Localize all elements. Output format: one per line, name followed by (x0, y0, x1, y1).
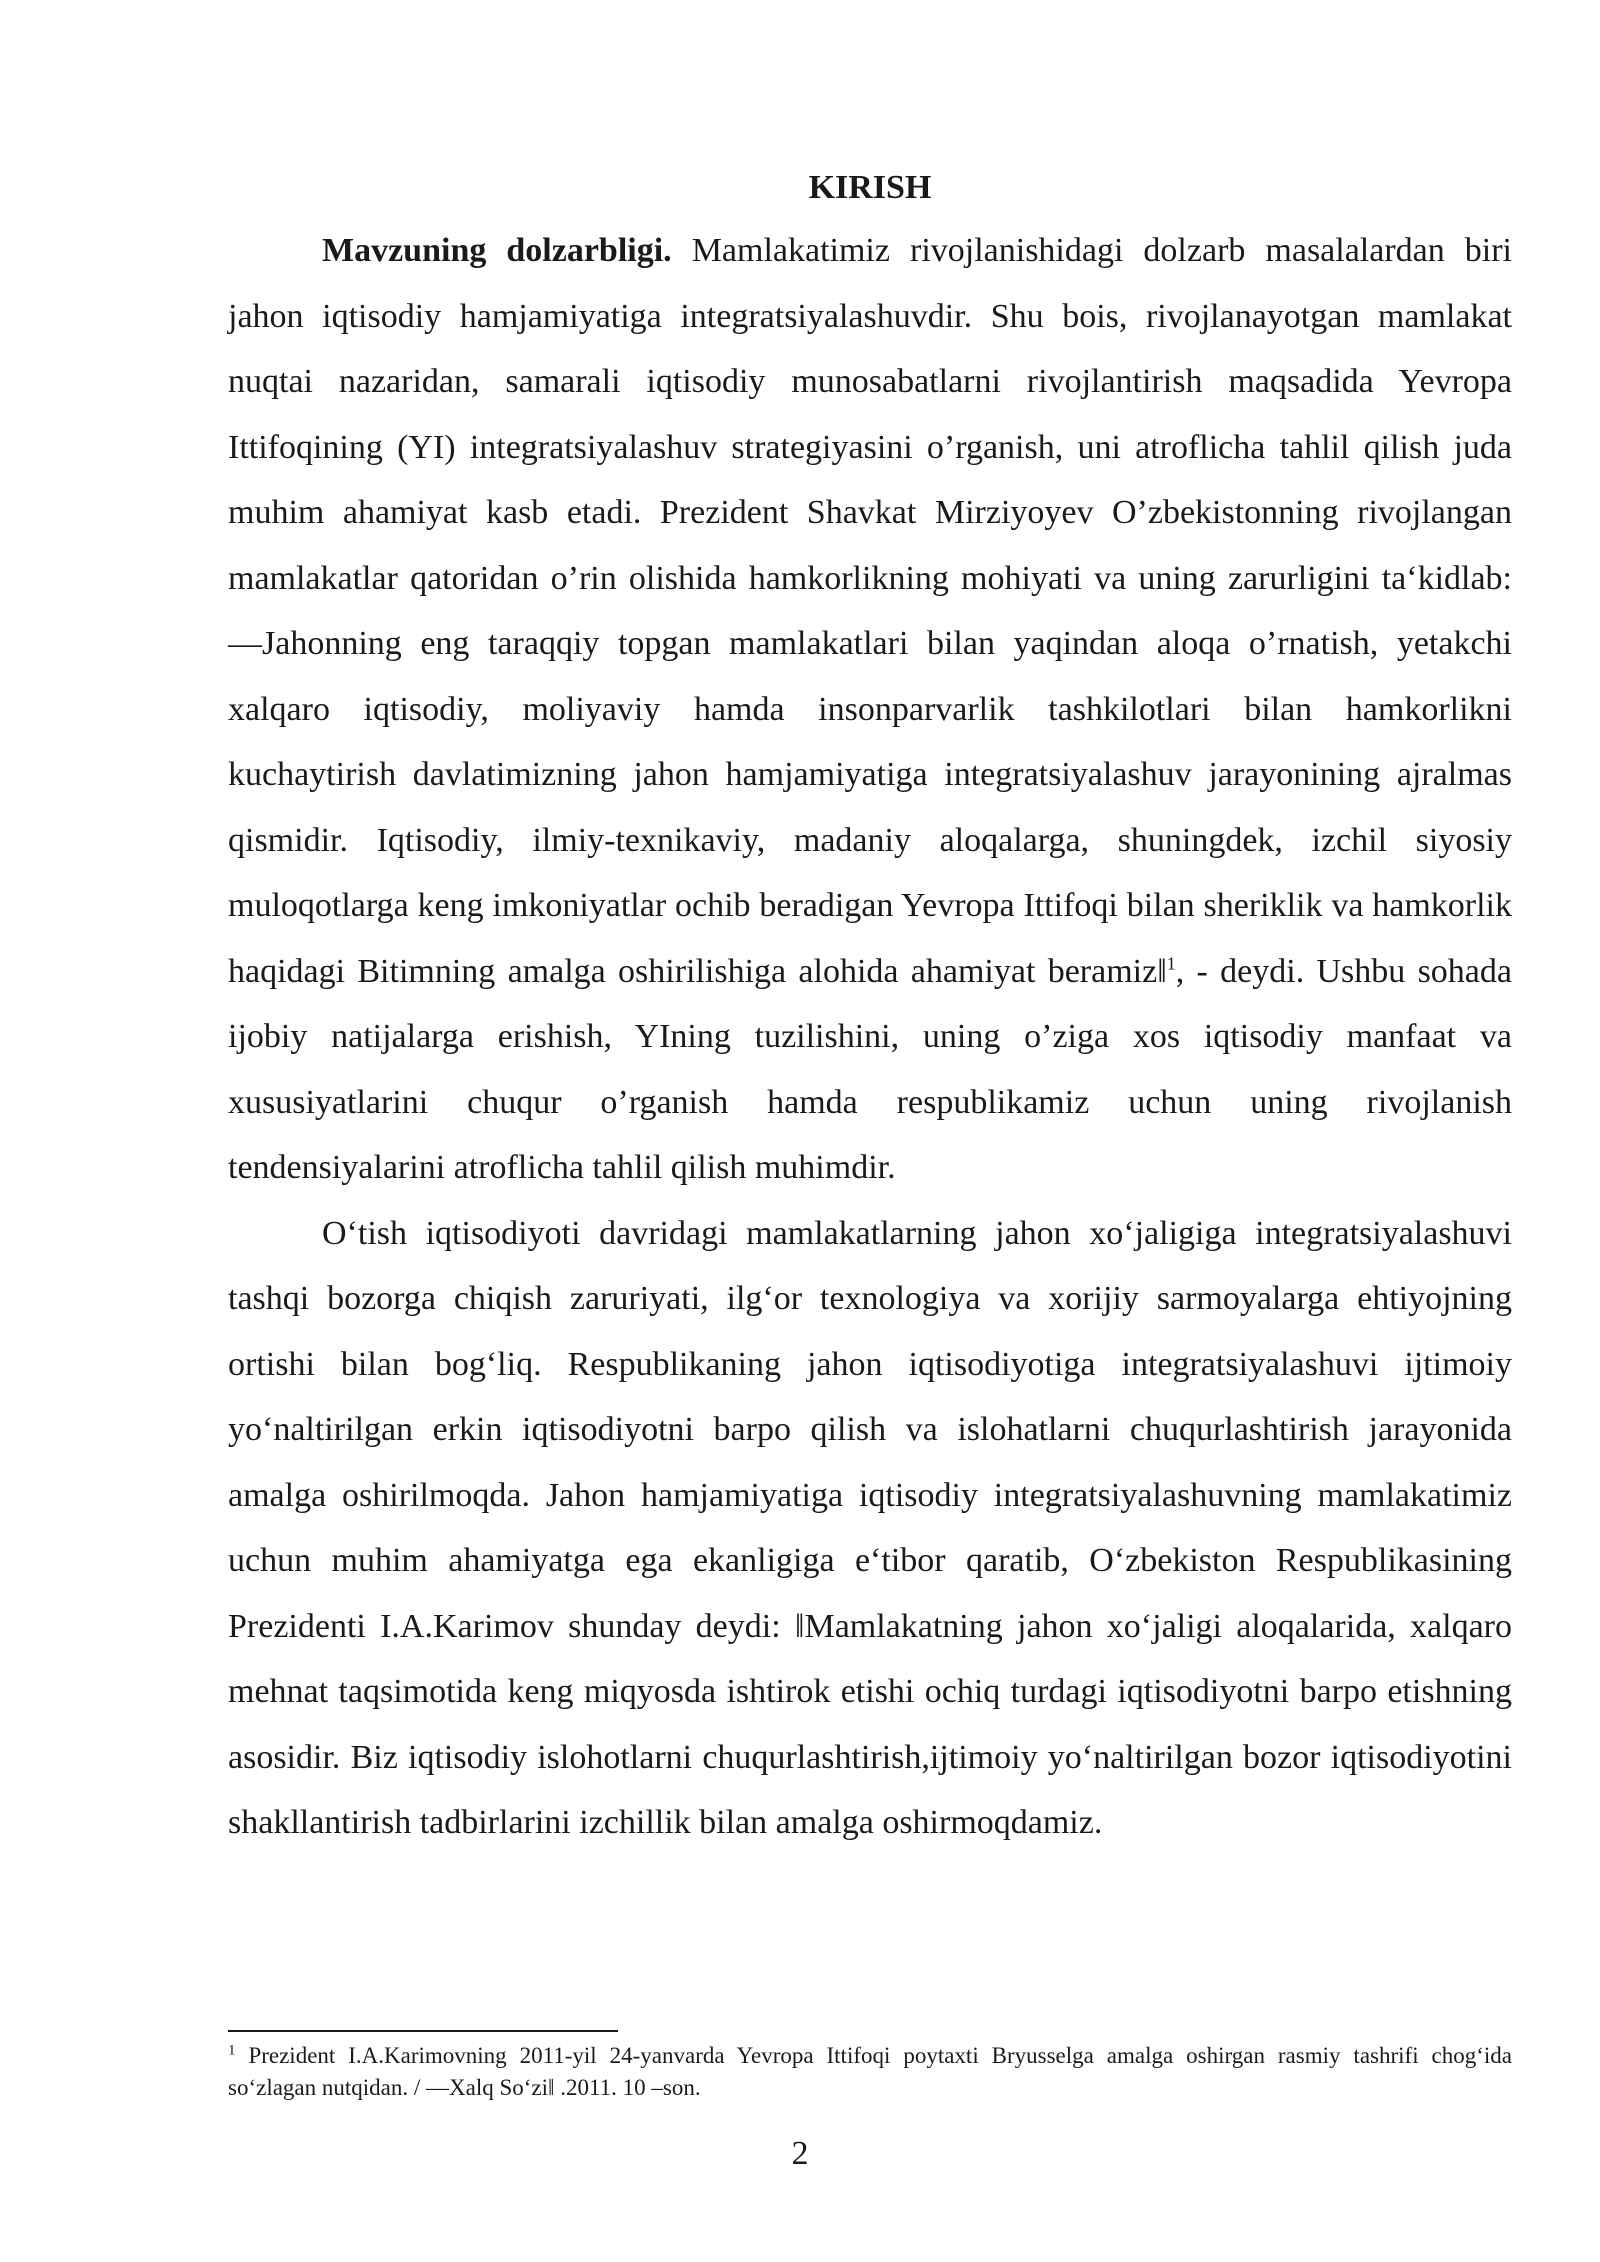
paragraph-lead: Mavzuning dolzarbligi. (322, 232, 672, 269)
footnote-text: Prezident I.A.Karimovning 2011-yil 24-yanvarda Yevropa Ittifoqi poytaxti Bryusselga amalga oshirgan rasmiy tashrifi chog‘ida so‘zlagan nutqidan. / ―Xalq So‘zi‖ .2011. 10 –son. (228, 2043, 1512, 2100)
section-title: KIRISH (808, 169, 932, 206)
footnote-marker: 1 (228, 2042, 236, 2059)
page-number: 2 (791, 2135, 809, 2172)
footnote-divider (228, 2030, 618, 2032)
footnote (228, 2040, 1512, 2104)
paragraph-text: Mamlakatimiz rivojlanishidagi dolzarb masalalardan biri jahon iqtisodiy hamjamiyatiga integratsiyalashuvdir. Shu bois, rivojlanayotgan mamlakat nuqtai nazaridan, samarali iqtisodiy munosabatlarni rivojlantirish maqsadida Yevropa Ittifoqining (YI) integratsiyalashuv strategiyasini o’rganish, uni atroflicha tahlil qilish juda muhim ahamiyat kasb etadi. Prezident Shavkat Mirziyoyev O’zbekistonning rivojlangan mamlakatlar qatoridan o’rin olishida hamkorlikning mohiyati va uning zarurligini ta‘kidlab: ―Jahonning eng taraqqiy topgan mamlakatlari bilan yaqindan aloqa o’rnatish, yetakchi xalqaro iqtisodiy, moliyaviy hamda insonparvarlik tashkilotlari bilan hamkorlikni kuchaytirish davlatimizning jahon hamjamiyatiga integratsiyalashuv jarayonining ajralmas qismidir. Iqtisodiy, ilmiy-texnikaviy, madaniy aloqalarga, shuningdek, izchil siyosiy muloqotlarga keng imkoniyatlar ochib beradigan Yevropa Ittifoqi bilan sheriklik va hamkorlik haqidagi Bitimning amalga oshirilishiga alohida ahamiyat beramiz‖ (228, 232, 1512, 990)
footnote-reference: 1 (1166, 953, 1176, 974)
paragraph-text-continued: , - deydi. Ushbu sohada ijobiy natijalarga erishish, YIning tuzilishini, uning o’ziga xos iqtisodiy manfaat va xususiyatlarini chuqur o’rganish hamda respublikamiz uchun uning rivojlanish tendensiyalarini atroflicha tahlil qilish muhimdir. (228, 952, 1512, 1186)
page-content (228, 158, 1512, 1856)
paragraph-transition-economy: O‘tish iqtisodiyoti davridagi mamlakatlarning jahon xo‘jaligiga integratsiyalashuvi tashqi bozorga chiqish zaruriyati, ilg‘or texnologiya va xorijiy sarmoyalarga ehtiyojning ortishi bilan bog‘liq. Respublikaning jahon iqtisodiyotiga integratsiyalashuvi ijtimoiy yo‘naltirilgan erkin iqtisodiyotni barpo qilish va islohatlarni chuqurlashtirish jarayonida amalga oshirilmoqda. Jahon hamjamiyatiga iqtisodiy integratsiyalashuvning mamlakatimiz uchun muhim ahamiyatga ega ekanligiga e‘tibor qaratib, O‘zbekiston Respublikasining Prezidenti I.A.Karimov shunday deydi: ‖Mamlakatning jahon xo‘jaligi aloqalarida, xalqaro mehnat taqsimotida keng miqyosda ishtirok etishi ochiq turdagi iqtisodiyotni barpo etishning asosidir. Biz iqtisodiy islohotlarni chuqurlashtirish,ijtimoiy yo‘naltirilgan bozor iqtisodiyotini shakllantirish tadbirlarini izchillik bilan amalga oshirmoqdamiz. (228, 1214, 1512, 1841)
paragraph-relevance (228, 218, 1512, 1201)
